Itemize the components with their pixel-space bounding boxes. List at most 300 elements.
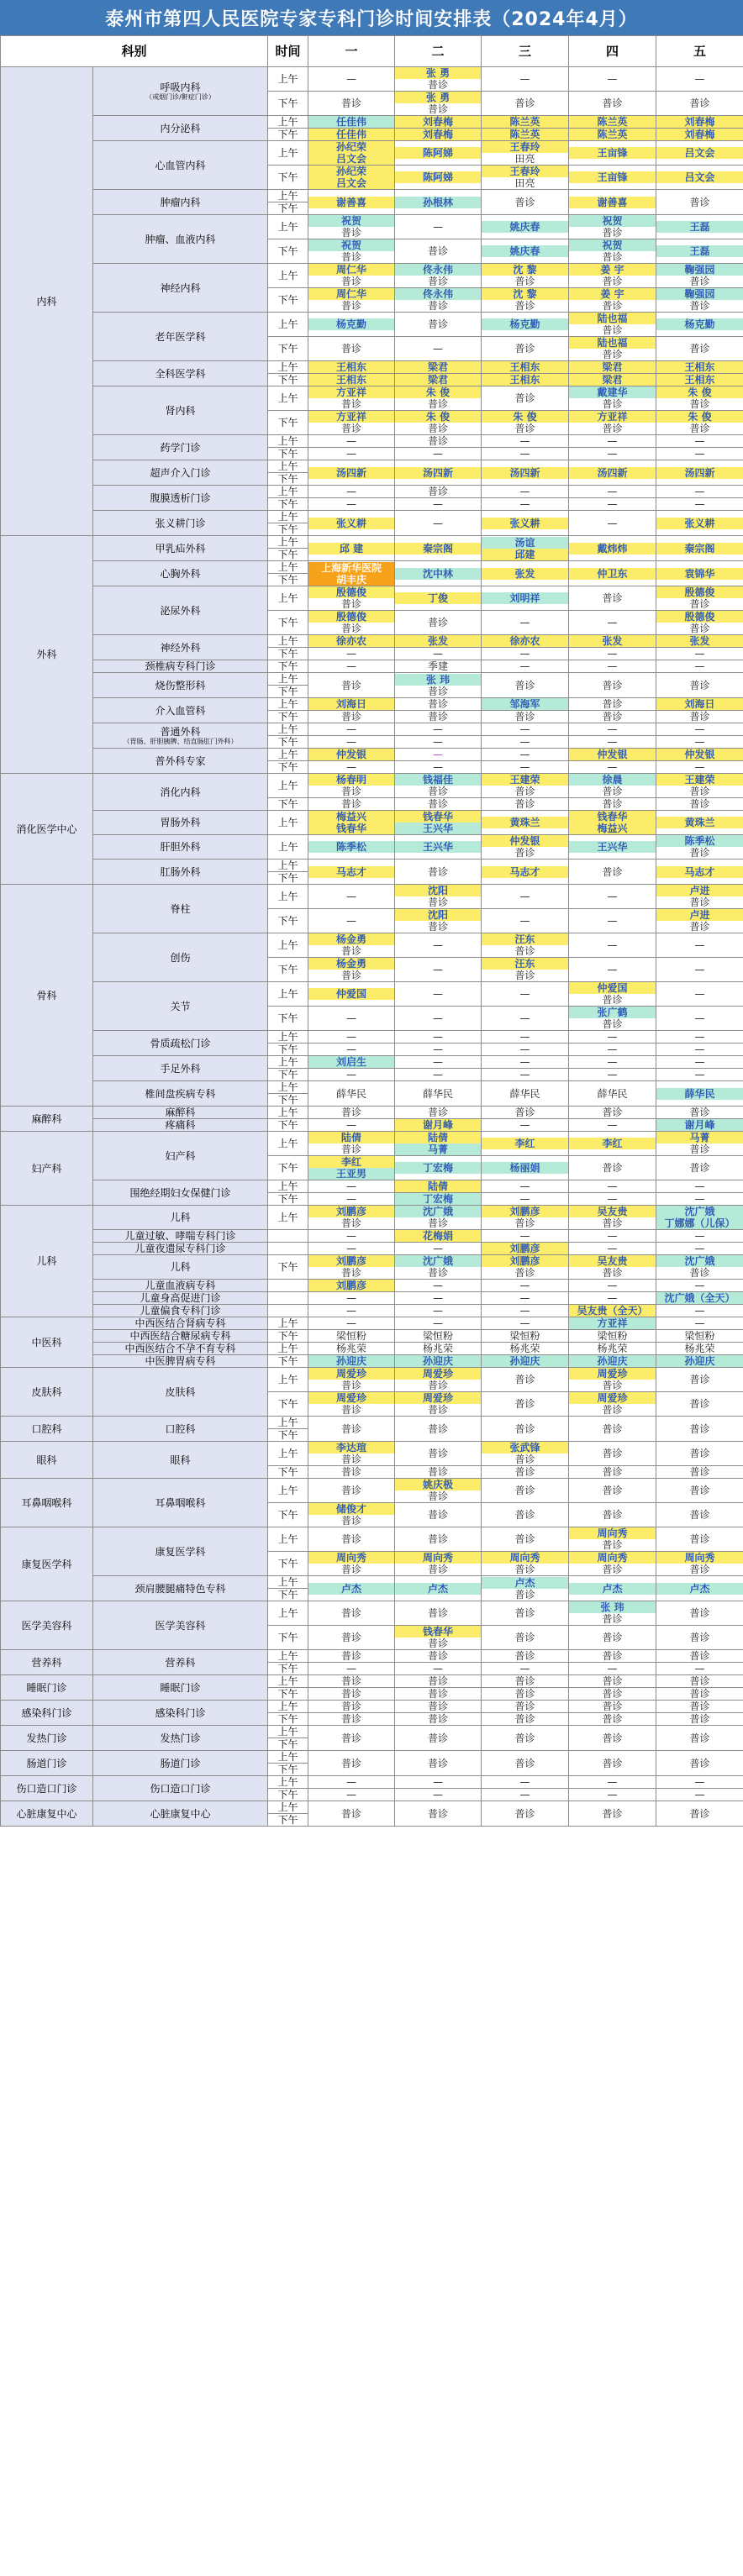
department-cell: [93, 835, 268, 860]
schedule-cell: [308, 313, 395, 337]
schedule-cell: [482, 885, 569, 909]
cell-entry: 马志才: [482, 866, 568, 878]
cell-entry: 普诊: [341, 1632, 362, 1643]
header-wed: 三: [482, 36, 569, 67]
cell-entry: —: [346, 1317, 357, 1329]
schedule-row: [1, 1255, 743, 1280]
schedule-cell: [308, 660, 395, 673]
cell-entry: 汤四新: [656, 467, 743, 479]
schedule-cell: [395, 1626, 482, 1650]
schedule-cell: [395, 933, 482, 958]
cell-entry: 普诊: [602, 1485, 623, 1496]
cell-entry: —: [607, 1056, 618, 1068]
category-cell: 发热门诊: [1, 1726, 93, 1751]
cell-entry: 孙根林: [395, 197, 481, 208]
schedule-cell: [308, 1650, 395, 1663]
department-name: 创伤: [170, 951, 191, 964]
cell-entry: 杨兆荣: [684, 1343, 715, 1354]
cell-entry: 普诊: [341, 945, 362, 957]
cell-entry: —: [607, 1230, 618, 1242]
schedule-cell: [395, 885, 482, 909]
schedule-cell: [482, 1527, 569, 1552]
department-name: 腹膜透析门诊: [150, 492, 211, 504]
cell-entry: 普诊: [341, 1757, 362, 1769]
page-title: 泰州市第四人民医院专家专科门诊时间安排表（2024年4月）: [0, 0, 743, 35]
schedule-row: [1, 1479, 743, 1503]
time-cell: 上午: [268, 1056, 308, 1069]
cell-entry: 普诊: [341, 1564, 362, 1575]
schedule-cell: [395, 811, 482, 835]
time-cell: 下午: [268, 166, 308, 190]
header-mon: 一: [308, 36, 395, 67]
cell-entry: 普诊: [689, 196, 710, 208]
schedule-cell: [569, 1626, 656, 1650]
schedule-cell: [308, 1243, 395, 1255]
cell-entry: 普诊: [689, 598, 710, 610]
cell-entry: 普诊: [602, 1466, 623, 1478]
cell-entry: 钱春华: [395, 1626, 481, 1638]
schedule-cell: [482, 1343, 569, 1355]
time-cell: 下午: [268, 909, 308, 933]
schedule-cell: [656, 1031, 743, 1044]
schedule-cell: [482, 215, 569, 239]
cell-entry: 徐亦农: [308, 635, 394, 647]
cell-entry: —: [607, 1031, 618, 1043]
department-name: 消化内科: [160, 786, 201, 798]
schedule-cell: [395, 116, 482, 129]
schedule-cell: [656, 723, 743, 736]
schedule-cell: [395, 1701, 482, 1713]
category-cell: 儿科: [1, 1206, 93, 1317]
cell-entry: 普诊: [341, 1466, 362, 1478]
cell-entry: —: [346, 1012, 357, 1024]
cell-entry: —: [694, 1044, 705, 1055]
cell-entry: 沈广娥（全天）: [656, 1292, 743, 1304]
cell-entry: —: [433, 1663, 444, 1674]
schedule-cell: [395, 711, 482, 723]
cell-entry: 普诊: [514, 392, 535, 404]
schedule-cell: [308, 448, 395, 460]
cell-entry: 仲发银: [308, 749, 394, 760]
cell-entry: 普诊: [428, 921, 449, 933]
schedule-row: [1, 1527, 743, 1552]
cell-entry: —: [607, 1044, 618, 1055]
schedule-cell: [482, 1442, 569, 1466]
cell-entry: 普诊: [428, 798, 449, 810]
schedule-row: [1, 1355, 743, 1368]
cell-entry: —: [346, 915, 357, 927]
schedule-cell: [656, 635, 743, 648]
cell-entry: 普诊: [428, 435, 449, 447]
schedule-cell: [482, 460, 569, 486]
schedule-cell: [308, 67, 395, 92]
cell-entry: 王亚男: [308, 1168, 394, 1180]
department-name: 神经外科: [160, 641, 201, 654]
category-cell: 内科: [1, 67, 93, 536]
cell-entry: 姜 宇: [569, 264, 656, 276]
cell-entry: —: [519, 617, 530, 628]
schedule-cell: [395, 635, 482, 648]
schedule-cell: [482, 1056, 569, 1069]
cell-entry: 沈 黎: [482, 288, 568, 300]
schedule-cell: [482, 660, 569, 673]
schedule-cell: [569, 1056, 656, 1069]
cell-entry: —: [694, 736, 705, 748]
schedule-cell: [482, 909, 569, 933]
cell-entry: 袁锦华: [656, 568, 743, 580]
cell-entry: 秦宗阁: [656, 543, 743, 555]
schedule-cell: [395, 460, 482, 486]
schedule-cell: [308, 1132, 395, 1156]
cell-entry: —: [433, 1317, 444, 1329]
schedule-cell: [395, 736, 482, 749]
cell-entry: 沈中林: [395, 568, 481, 580]
cell-entry: 普诊: [428, 1607, 449, 1619]
schedule-cell: [569, 313, 656, 337]
cell-entry: 胡丰庆: [308, 574, 394, 586]
schedule-cell: [308, 511, 395, 536]
cell-entry: 普诊: [514, 1701, 535, 1712]
schedule-row: [1, 673, 743, 686]
cell-entry: 普诊: [341, 1515, 362, 1527]
schedule-cell: [395, 1069, 482, 1081]
schedule-row: [1, 660, 743, 673]
schedule-cell: [395, 909, 482, 933]
cell-entry: 丁娜娜（儿保）: [656, 1217, 743, 1229]
schedule-cell: [482, 1355, 569, 1368]
schedule-cell: [482, 448, 569, 460]
cell-entry: —: [346, 1230, 357, 1242]
cell-entry: —: [519, 891, 530, 902]
cell-entry: 周向秀: [395, 1552, 481, 1564]
cell-entry: —: [433, 988, 444, 1000]
schedule-cell: [656, 885, 743, 909]
cell-entry: 普诊: [689, 1701, 710, 1712]
schedule-cell: [656, 660, 743, 673]
schedule-cell: [308, 374, 395, 386]
schedule-cell: [656, 374, 743, 386]
schedule-cell: [395, 749, 482, 761]
cell-entry: 普诊: [341, 1422, 362, 1435]
schedule-row: [1, 1417, 743, 1429]
cell-entry: 陈季松: [308, 841, 394, 853]
category-cell: 口腔科: [1, 1417, 93, 1442]
time-cell: 下午: [268, 411, 308, 435]
cell-entry: 沈阳: [395, 885, 481, 896]
cell-entry: 马志才: [308, 866, 394, 878]
cell-entry: 杨兆荣: [597, 1343, 628, 1354]
cell-entry: 卢杰: [656, 1583, 743, 1595]
schedule-row: [1, 698, 743, 711]
schedule-cell: [656, 1305, 743, 1317]
cell-entry: 卢杰: [395, 1583, 481, 1595]
cell-entry: —: [607, 648, 618, 660]
schedule-cell: [569, 909, 656, 933]
cell-entry: 鞠强园: [656, 288, 743, 300]
cell-entry: 周仁华: [308, 264, 394, 276]
time-cell: 上午: [268, 1107, 308, 1119]
schedule-cell: [656, 166, 743, 190]
cell-entry: 普诊: [602, 276, 623, 287]
schedule-cell: [656, 1601, 743, 1626]
schedule-cell: [308, 288, 395, 313]
cell-entry: —: [519, 723, 530, 735]
schedule-cell: [395, 1081, 482, 1107]
cell-entry: —: [346, 486, 357, 497]
schedule-cell: [482, 1466, 569, 1479]
cell-entry: 杨金勇: [308, 958, 394, 970]
cell-entry: 李红: [569, 1138, 656, 1149]
time-cell: 下午: [268, 239, 308, 264]
schedule-row: [1, 1230, 743, 1243]
schedule-cell: [569, 1119, 656, 1132]
department-name: 发热门诊: [160, 1732, 201, 1744]
cell-entry: 钱春华: [395, 811, 481, 823]
schedule-cell: [395, 1206, 482, 1230]
schedule-cell: [482, 1576, 569, 1601]
department-cell: [93, 1479, 268, 1527]
schedule-cell: [308, 648, 395, 660]
schedule-cell: [482, 1701, 569, 1713]
department-name: 眼科: [170, 1454, 191, 1466]
schedule-cell: [656, 1527, 743, 1552]
time-cell: 下午: [268, 1355, 308, 1368]
cell-entry: 卢杰: [482, 1577, 568, 1589]
cell-entry: —: [433, 221, 444, 233]
department-name: 中西医结合糖尿病专科: [129, 1330, 231, 1342]
schedule-cell: [569, 1243, 656, 1255]
cell-entry: —: [433, 736, 444, 748]
cell-entry: —: [433, 1789, 444, 1801]
schedule-cell: [308, 1292, 395, 1305]
schedule-cell: [656, 1355, 743, 1368]
cell-entry: 方亚祥: [569, 411, 656, 423]
cell-entry: —: [519, 1180, 530, 1192]
cell-entry: 普诊: [341, 798, 362, 810]
cell-entry: —: [433, 1031, 444, 1043]
cell-entry: 仲发银: [569, 749, 656, 760]
schedule-cell: [569, 611, 656, 635]
schedule-cell: [308, 698, 395, 711]
cell-entry: 普诊: [689, 1143, 710, 1155]
cell-entry: 普诊: [428, 617, 449, 628]
schedule-cell: [395, 215, 482, 239]
cell-entry: 陆也福: [569, 313, 656, 324]
schedule-row: [1, 933, 743, 958]
cell-entry: —: [607, 1776, 618, 1788]
department-cell: [93, 885, 268, 933]
schedule-cell: [482, 1292, 569, 1305]
schedule-cell: [308, 1119, 395, 1132]
cell-entry: 陈兰英: [569, 129, 656, 140]
cell-entry: 戴炜炜: [569, 543, 656, 555]
cell-entry: 梁恒粉: [509, 1330, 540, 1342]
cell-entry: 周爱珍: [569, 1368, 656, 1380]
cell-entry: —: [694, 939, 705, 951]
cell-entry: 邹海军: [482, 698, 568, 710]
schedule-cell: [569, 536, 656, 561]
schedule-cell: [482, 648, 569, 660]
schedule-cell: [656, 1626, 743, 1650]
department-name: 中医脾胃病专科: [145, 1355, 216, 1367]
cell-entry: 普诊: [602, 1217, 623, 1229]
time-cell: 下午: [268, 498, 308, 511]
cell-entry: 王建荣: [656, 774, 743, 786]
cell-entry: 周爱珍: [395, 1368, 481, 1380]
schedule-cell: [308, 835, 395, 860]
cell-entry: 普诊: [602, 1807, 623, 1820]
cell-entry: 秦宗阁: [395, 543, 481, 555]
cell-entry: —: [433, 1056, 444, 1068]
schedule-row: [1, 1180, 743, 1193]
schedule-cell: [308, 723, 395, 736]
schedule-cell: [569, 92, 656, 116]
schedule-cell: [308, 116, 395, 129]
schedule-cell: [395, 761, 482, 774]
cell-entry: 孙迎庆: [656, 1355, 743, 1367]
schedule-cell: [482, 264, 569, 288]
schedule-cell: [482, 1688, 569, 1701]
time-cell: 上午: [268, 190, 308, 202]
cell-entry: 薛华民: [336, 1087, 367, 1100]
cell-entry: 普诊: [602, 698, 623, 710]
cell-entry: 汪东: [482, 958, 568, 970]
cell-entry: 周向秀: [308, 1552, 394, 1564]
schedule-cell: [656, 1663, 743, 1675]
schedule-cell: [569, 711, 656, 723]
time-cell: 上午: [268, 586, 308, 611]
cell-entry: 张 玮: [569, 1601, 656, 1613]
cell-entry: 刘鹏彦: [308, 1280, 394, 1291]
time-cell: 下午: [268, 1119, 308, 1132]
cell-entry: 王磊: [656, 245, 743, 257]
cell-entry: 普诊: [428, 103, 449, 115]
schedule-cell: [569, 1650, 656, 1663]
schedule-row: [1, 1107, 743, 1119]
cell-entry: 周向秀: [569, 1552, 656, 1564]
cell-entry: —: [346, 1069, 357, 1080]
schedule-cell: [656, 337, 743, 361]
department-name: 儿童血液病专科: [145, 1280, 216, 1291]
schedule-cell: [308, 736, 395, 749]
schedule-row: [1, 860, 743, 872]
cell-entry: 王春玲: [482, 141, 568, 153]
schedule-cell: [308, 1417, 395, 1442]
cell-entry: 吴友贵: [569, 1255, 656, 1267]
schedule-row: [1, 635, 743, 648]
cell-entry: 普诊: [341, 1701, 362, 1712]
schedule-cell: [308, 1663, 395, 1675]
schedule-cell: [308, 1255, 395, 1280]
cell-entry: 周向秀: [656, 1552, 743, 1564]
cell-entry: 王春玲: [482, 166, 568, 177]
cell-entry: 谢善喜: [569, 197, 656, 208]
schedule-cell: [482, 736, 569, 749]
schedule-cell: [482, 67, 569, 92]
cell-entry: —: [607, 1193, 618, 1205]
cell-entry: 祝贺: [569, 239, 656, 251]
time-cell: 上午: [268, 1368, 308, 1392]
cell-entry: 方亚祥: [308, 411, 394, 423]
cell-entry: 普诊: [689, 679, 710, 691]
schedule-cell: [482, 486, 569, 498]
schedule-cell: [395, 1330, 482, 1343]
schedule-cell: [656, 1789, 743, 1801]
time-cell: 下午: [268, 1626, 308, 1650]
department-name: 儿童夜遗尿专科门诊: [134, 1243, 226, 1254]
time-cell: 下午: [268, 129, 308, 141]
time-cell: 上午: [268, 749, 308, 761]
schedule-cell: [308, 215, 395, 239]
time-cell: 下午: [268, 574, 308, 586]
time-cell: 下午: [268, 1069, 308, 1081]
cell-entry: —: [346, 1044, 357, 1055]
header-fri: 五: [656, 36, 743, 67]
cell-entry: 李达瑄: [308, 1442, 394, 1454]
schedule-cell: [482, 1330, 569, 1343]
cell-entry: 普诊: [602, 1267, 623, 1279]
schedule-row: [1, 1031, 743, 1044]
schedule-cell: [482, 1368, 569, 1392]
cell-entry: 普诊: [341, 1107, 362, 1118]
schedule-row: [1, 561, 743, 574]
schedule-cell: [308, 1675, 395, 1688]
schedule-cell: [395, 1031, 482, 1044]
schedule-cell: [308, 586, 395, 611]
schedule-row: [1, 1056, 743, 1069]
cell-entry: 王相东: [656, 374, 743, 386]
schedule-cell: [569, 1801, 656, 1827]
schedule-cell: [656, 411, 743, 435]
schedule-cell: [395, 361, 482, 374]
cell-entry: 王相东: [308, 374, 394, 386]
cell-entry: —: [433, 1292, 444, 1304]
cell-entry: 梅益兴: [308, 811, 394, 823]
cell-entry: 陈兰英: [569, 116, 656, 128]
schedule-row: [1, 1243, 743, 1255]
schedule-cell: [656, 116, 743, 129]
schedule-cell: [656, 586, 743, 611]
cell-entry: 王相东: [482, 361, 568, 373]
schedule-cell: [395, 1650, 482, 1663]
cell-entry: 普诊: [341, 711, 362, 723]
schedule-cell: [395, 1280, 482, 1292]
schedule-cell: [395, 1355, 482, 1368]
schedule-cell: [656, 860, 743, 885]
department-name: 儿科: [170, 1261, 191, 1273]
schedule-cell: [395, 860, 482, 885]
department-name: 肠道门诊: [160, 1757, 201, 1769]
schedule-cell: [395, 1417, 482, 1442]
schedule-cell: [308, 1392, 395, 1417]
category-cell: 消化医学中心: [1, 774, 93, 885]
time-cell: 上午: [268, 885, 308, 909]
cell-entry: 普诊: [341, 1404, 362, 1416]
schedule-cell: [569, 129, 656, 141]
cell-entry: 孙迎庆: [308, 1355, 394, 1367]
schedule-row: [1, 361, 743, 374]
department-cell: [93, 486, 268, 511]
cell-entry: —: [346, 1180, 357, 1192]
cell-entry: 普诊: [341, 1267, 362, 1279]
schedule-cell: [482, 1280, 569, 1292]
schedule-cell: [395, 1044, 482, 1056]
schedule-cell: [656, 1650, 743, 1663]
schedule-cell: [569, 811, 656, 835]
department-cell: [93, 1255, 268, 1280]
department-cell: [93, 1206, 268, 1230]
cell-entry: —: [519, 915, 530, 927]
